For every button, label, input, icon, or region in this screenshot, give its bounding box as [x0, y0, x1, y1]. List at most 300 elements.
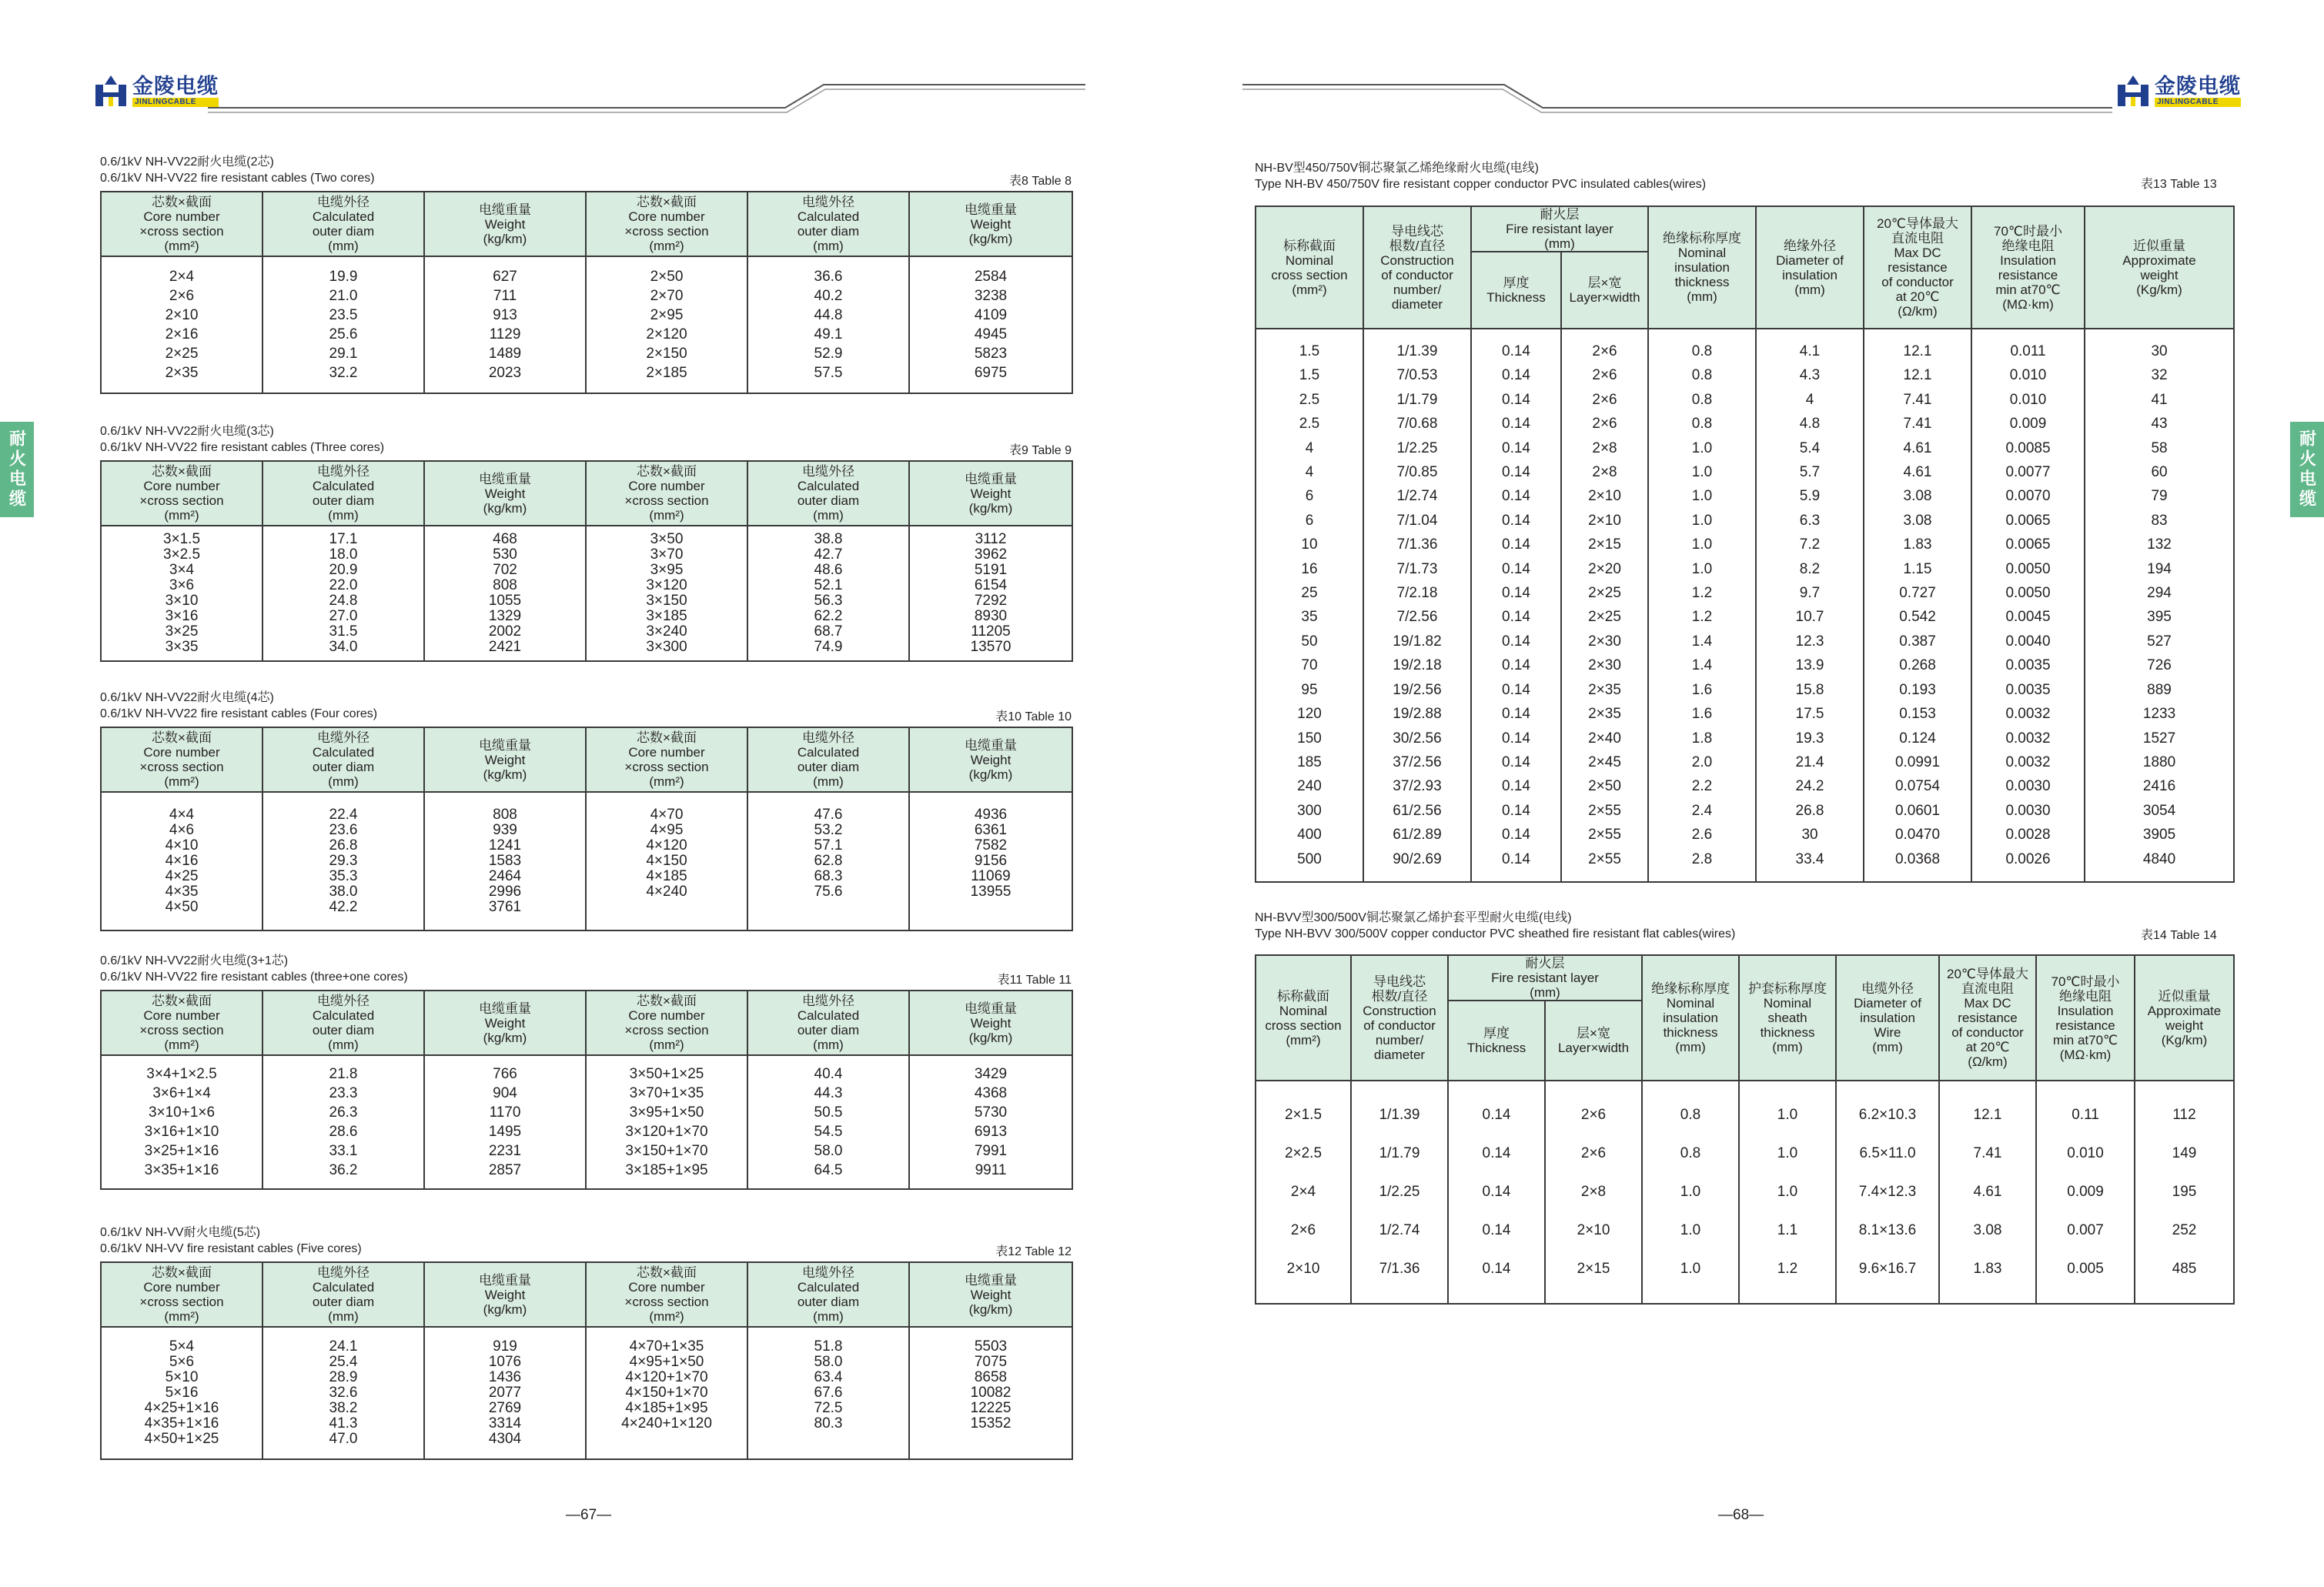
spacer-cell: [586, 915, 747, 930]
table-cell: 4.8: [1756, 412, 1864, 436]
table-cell: 24.8: [262, 593, 424, 609]
table-row: [1256, 1096, 2234, 1134]
table-cell: 6.3: [1756, 509, 1864, 533]
spacer-cell: [1939, 1288, 2036, 1304]
table-cell: 0.14: [1471, 484, 1561, 508]
table-cell: 47.6: [747, 807, 909, 823]
table-cell: 42.7: [747, 547, 909, 563]
table-cell: 5503: [909, 1339, 1072, 1355]
spacer-cell: [101, 1180, 262, 1189]
table-cell: 808: [424, 807, 586, 823]
table-cell: 808: [424, 578, 586, 593]
table13-header-construction: 导电线芯 根数/直径 Construction of conductor number/ diameter: [1363, 206, 1471, 329]
table-cell: 0.14: [1448, 1096, 1545, 1134]
table-cell: 19/2.88: [1363, 702, 1471, 726]
table-row: [101, 823, 1072, 838]
table-cell: 2.2: [1648, 774, 1756, 798]
table-cell: 35: [1256, 605, 1363, 629]
table-cell: 0.727: [1864, 581, 1971, 605]
table-cell: 0.14: [1471, 847, 1561, 871]
spacer-cell: [1971, 329, 2085, 339]
table-cell: 1495: [424, 1122, 586, 1141]
spacer-cell: [1448, 1288, 1545, 1304]
table-cell: 3905: [2085, 823, 2234, 847]
table-cell: 74.9: [747, 640, 909, 655]
table13-caption: [1255, 160, 1706, 192]
table-cell: 3×4+1×2.5: [101, 1064, 262, 1084]
table-cell: 913: [424, 306, 586, 325]
table-cell: 19/2.18: [1363, 653, 1471, 677]
spacer-cell: [424, 1327, 586, 1339]
table-cell: 6.5×11.0: [1836, 1134, 1939, 1173]
spacer-cell: [586, 383, 747, 393]
table-cell: 0.14: [1471, 799, 1561, 823]
table-cell: 1.5: [1256, 363, 1363, 387]
table-cell: 54.5: [747, 1122, 909, 1141]
table-cell: 0.14: [1471, 509, 1561, 533]
spacer-cell: [2085, 871, 2234, 882]
table-cell: 0.8: [1648, 339, 1756, 363]
table-cell: 2×8: [1545, 1173, 1642, 1211]
table-cell: 43: [2085, 412, 2234, 436]
table-cell: 90/2.69: [1363, 847, 1471, 871]
spacer-cell: [424, 383, 586, 393]
table14-number: 表14 Table 14: [2141, 929, 2217, 942]
table-cell: 3.08: [1939, 1211, 2036, 1250]
table-cell: 485: [2135, 1250, 2234, 1288]
table-row: [1256, 533, 2234, 556]
table-cell: 2×8: [1561, 460, 1648, 484]
table-cell: 2×55: [1561, 799, 1648, 823]
table-row: [101, 609, 1072, 624]
table-cell: 2×185: [586, 363, 747, 383]
table-cell: 4×150: [586, 854, 747, 869]
table-cell: 0.0030: [1971, 774, 2085, 798]
table-cell: 627: [424, 267, 586, 286]
table-row: [101, 1416, 1072, 1432]
table-row: [1256, 1173, 2234, 1211]
table-cell: 194: [2085, 557, 2234, 581]
table-row: [1256, 1134, 2234, 1173]
table12-title-cn: 0.6/1kV NH-VV耐火电缆(5芯): [100, 1226, 261, 1239]
spacer-cell: [747, 256, 909, 267]
table-cell: 7/0.53: [1363, 363, 1471, 387]
spacer-cell: [747, 1327, 909, 1339]
table-cell: 51.8: [747, 1339, 909, 1355]
spacer-cell: [586, 1447, 747, 1459]
table8-header-0: 芯数×截面 Core number ×cross section (mm²): [101, 192, 262, 256]
table-cell: 61/2.56: [1363, 799, 1471, 823]
table-cell: 4109: [909, 306, 1072, 325]
table-row: [1256, 799, 2234, 823]
table-cell: 9.7: [1756, 581, 1864, 605]
table-cell: 34.0: [262, 640, 424, 655]
table-cell: 468: [424, 532, 586, 547]
spacer-cell: [424, 1447, 586, 1459]
table-cell: 0.14: [1471, 750, 1561, 774]
table-cell: 2.5: [1256, 388, 1363, 412]
table-cell: 2×10: [1545, 1211, 1642, 1250]
table-row: [1256, 581, 2234, 605]
table-cell: 6154: [909, 578, 1072, 593]
table-cell: 1.83: [1939, 1250, 2036, 1288]
table13-header-thickness: 厚度 Thickness: [1471, 252, 1561, 329]
table-cell: 11069: [909, 869, 1072, 884]
table-cell: 5823: [909, 344, 1072, 363]
table-row: [1256, 484, 2234, 508]
table-cell: [586, 900, 747, 915]
table-cell: 70: [1256, 653, 1363, 677]
spacer-cell: [747, 792, 909, 807]
table-row: [101, 884, 1072, 900]
table13-header-layer-width: 层×宽 Layer×width: [1561, 252, 1648, 329]
table-cell: 4304: [424, 1432, 586, 1447]
table-cell: 2231: [424, 1141, 586, 1161]
table-cell: 31.5: [262, 624, 424, 640]
spacer-cell: [101, 256, 262, 267]
table-cell: 3×25: [101, 624, 262, 640]
spacer-cell: [909, 1327, 1072, 1339]
spacer-cell: [1351, 1288, 1448, 1304]
table-cell: 21.4: [1756, 750, 1864, 774]
table-cell: 21.8: [262, 1064, 424, 1084]
side-tab-left: [0, 422, 34, 517]
table-cell: 75.6: [747, 884, 909, 900]
table-cell: 4×4: [101, 807, 262, 823]
table-cell: 4×120+1×70: [586, 1370, 747, 1385]
table-cell: 0.0070: [1971, 484, 2085, 508]
table-cell: 0.14: [1471, 727, 1561, 750]
table-cell: 4×240+1×120: [586, 1416, 747, 1432]
table-cell: 0.542: [1864, 605, 1971, 629]
table-cell: 64.5: [747, 1161, 909, 1180]
table-cell: 24.1: [262, 1339, 424, 1355]
table-cell: 4: [1256, 436, 1363, 460]
table-cell: 3×35: [101, 640, 262, 655]
table-cell: 2×45: [1561, 750, 1648, 774]
table-cell: [909, 1432, 1072, 1447]
table-cell: 4945: [909, 325, 1072, 344]
brand-name-en: JINLINGCABLE: [132, 98, 219, 107]
table-row: [101, 854, 1072, 869]
table-cell: 300: [1256, 799, 1363, 823]
table-cell: 36.2: [262, 1161, 424, 1180]
spacer-cell: [1864, 871, 1971, 882]
table-row: [101, 838, 1072, 854]
table-row: [1256, 1250, 2234, 1288]
table-cell: 4936: [909, 807, 1072, 823]
table-cell: 8930: [909, 609, 1072, 624]
table-row: [101, 900, 1072, 915]
table-cell: 1.0: [1648, 533, 1756, 556]
table-cell: 13955: [909, 884, 1072, 900]
table-cell: 0.0077: [1971, 460, 2085, 484]
table-cell: 9156: [909, 854, 1072, 869]
table-cell: 7.41: [1864, 388, 1971, 412]
table-cell: 42.2: [262, 900, 424, 915]
spacer-cell: [1448, 1081, 1545, 1096]
table-cell: 6975: [909, 363, 1072, 383]
table-row: [1256, 653, 2234, 677]
table-cell: 4×95+1×50: [586, 1355, 747, 1370]
table8: [100, 191, 1073, 394]
table-cell: 2×40: [1561, 727, 1648, 750]
table-cell: 16: [1256, 557, 1363, 581]
table-cell: 3×185+1×95: [586, 1161, 747, 1180]
table-cell: 2.0: [1648, 750, 1756, 774]
table-row: [101, 1064, 1072, 1084]
spacer-cell: [909, 383, 1072, 393]
spacer-cell: [747, 915, 909, 930]
table-cell: 1/2.74: [1363, 484, 1471, 508]
table-cell: 0.0085: [1971, 436, 2085, 460]
table-cell: 2×30: [1561, 653, 1648, 677]
spacer-cell: [1648, 329, 1756, 339]
table-cell: 41: [2085, 388, 2234, 412]
table-row: [1256, 436, 2234, 460]
table-cell: 4×16: [101, 854, 262, 869]
table-cell: 6: [1256, 509, 1363, 533]
table-cell: 0.14: [1471, 436, 1561, 460]
table14-header-wire: 电缆外径 Diameter of insulation Wire (mm): [1836, 955, 1939, 1081]
table-cell: 19/1.82: [1363, 630, 1471, 653]
spacer-cell: [424, 1180, 586, 1189]
table-cell: 1.0: [1739, 1134, 1836, 1173]
table-cell: 4368: [909, 1084, 1072, 1103]
table-cell: 2×15: [1545, 1250, 1642, 1288]
table-row: [101, 1339, 1072, 1355]
table-row: [101, 1355, 1072, 1370]
table-cell: 0.14: [1471, 581, 1561, 605]
table-cell: 2×4: [101, 267, 262, 286]
table-row: [1256, 339, 2234, 363]
table-cell: 7075: [909, 1355, 1072, 1370]
brand-logo: [94, 74, 219, 108]
table-cell: 2×4: [1256, 1173, 1351, 1211]
table-row: [101, 578, 1072, 593]
table-cell: 49.1: [747, 325, 909, 344]
table-cell: 0.14: [1448, 1211, 1545, 1250]
table-cell: 711: [424, 286, 586, 306]
table11-header-4: 电缆外径 Calculated outer diam (mm): [747, 991, 909, 1055]
table-cell: 7/0.85: [1363, 460, 1471, 484]
spacer-cell: [262, 1055, 424, 1064]
table-cell: 0.0065: [1971, 509, 2085, 533]
table-cell: 1.0: [1642, 1173, 1739, 1211]
table-cell: 1/2.74: [1351, 1211, 1448, 1250]
table-cell: 500: [1256, 847, 1363, 871]
table-cell: 60: [2085, 460, 2234, 484]
table-cell: 26.8: [1756, 799, 1864, 823]
table-cell: 3×10+1×6: [101, 1103, 262, 1122]
table-cell: 149: [2135, 1134, 2234, 1173]
table-cell: 7/1.36: [1363, 533, 1471, 556]
spacer-cell: [262, 383, 424, 393]
table-cell: 0.0368: [1864, 847, 1971, 871]
table-cell: 3×120+1×70: [586, 1122, 747, 1141]
spacer-cell: [747, 1055, 909, 1064]
spacer-cell: [909, 1055, 1072, 1064]
table-cell: 0.268: [1864, 653, 1971, 677]
table-cell: 5×4: [101, 1339, 262, 1355]
table-cell: 38.8: [747, 532, 909, 547]
table-cell: 2857: [424, 1161, 586, 1180]
page-number-left: —67—: [566, 1507, 612, 1523]
brand-logo-icon: [2116, 74, 2150, 108]
table-row: [101, 325, 1072, 344]
table-cell: 2×6: [1561, 412, 1648, 436]
table-cell: 24.2: [1756, 774, 1864, 798]
table-cell: 40.4: [747, 1064, 909, 1084]
spacer-cell: [424, 655, 586, 661]
table-cell: 4×25+1×16: [101, 1401, 262, 1416]
table-cell: 3×300: [586, 640, 747, 655]
spacer-cell: [586, 655, 747, 661]
header-rule: [1242, 74, 2112, 120]
table-cell: 240: [1256, 774, 1363, 798]
table-cell: 0.193: [1864, 678, 1971, 702]
table8-title-cn: 0.6/1kV NH-VV22耐火电缆(2芯): [100, 155, 274, 169]
table-cell: 4×120: [586, 838, 747, 854]
spacer-cell: [1561, 871, 1648, 882]
table-cell: 3962: [909, 547, 1072, 563]
spacer-cell: [909, 1447, 1072, 1459]
table-row: [1256, 774, 2234, 798]
spacer-cell: [1363, 871, 1471, 882]
table-cell: 1.4: [1648, 653, 1756, 677]
table-cell: 4×70+1×35: [586, 1339, 747, 1355]
table-cell: 2.4: [1648, 799, 1756, 823]
table-cell: 0.010: [1971, 388, 2085, 412]
table-cell: 4×10: [101, 838, 262, 854]
table11-header-5: 电缆重量 Weight (kg/km): [909, 991, 1072, 1055]
table-cell: 6.2×10.3: [1836, 1096, 1939, 1134]
spacer-cell: [2135, 1081, 2234, 1096]
table-cell: 40.2: [747, 286, 909, 306]
table-cell: 21.0: [262, 286, 424, 306]
table-cell: 0.0032: [1971, 702, 2085, 726]
table-cell: 57.5: [747, 363, 909, 383]
table-cell: 0.8: [1642, 1134, 1739, 1173]
table-cell: 12.1: [1939, 1096, 2036, 1134]
table-cell: 1/2.25: [1363, 436, 1471, 460]
table-cell: 2×10: [1256, 1250, 1351, 1288]
table-cell: 904: [424, 1084, 586, 1103]
table-cell: 1329: [424, 609, 586, 624]
table-cell: 2.5: [1256, 412, 1363, 436]
side-tab-text: 耐火电缆: [7, 429, 27, 510]
table-cell: 7.2: [1756, 533, 1864, 556]
table-cell: 0.0470: [1864, 823, 1971, 847]
table-cell: 0.8: [1642, 1096, 1739, 1134]
table-row: [101, 869, 1072, 884]
table-cell: 0.8: [1648, 412, 1756, 436]
table-cell: 2×6: [1256, 1211, 1351, 1250]
table8-header-1: 电缆外径 Calculated outer diam (mm): [262, 192, 424, 256]
table-cell: 0.124: [1864, 727, 1971, 750]
table10-header-0: 芯数×截面 Core number ×cross section (mm²): [101, 727, 262, 792]
table-cell: 0.153: [1864, 702, 1971, 726]
table-cell: 2584: [909, 267, 1072, 286]
table-cell: 95: [1256, 678, 1363, 702]
table-cell: 25.4: [262, 1355, 424, 1370]
table11-header-3: 芯数×截面 Core number ×cross section (mm²): [586, 991, 747, 1055]
table-cell: 33.1: [262, 1141, 424, 1161]
spacer-cell: [1545, 1081, 1642, 1096]
spacer-cell: [424, 792, 586, 807]
table-cell: 1.0: [1648, 436, 1756, 460]
table-cell: 28.9: [262, 1370, 424, 1385]
table9-title-en: 0.6/1kV NH-VV22 fire resistant cables (Three cores): [100, 441, 385, 454]
spacer-cell: [101, 1055, 262, 1064]
table-cell: 2×55: [1561, 823, 1648, 847]
spacer-cell: [909, 915, 1072, 930]
table13-number: 表13 Table 13: [2141, 178, 2217, 191]
table-cell: 252: [2135, 1211, 2234, 1250]
table-cell: 8658: [909, 1370, 1072, 1385]
table-cell: 3×70+1×35: [586, 1084, 747, 1103]
table-cell: 3×6: [101, 578, 262, 593]
table-cell: 3×35+1×16: [101, 1161, 262, 1180]
spacer-cell: [1561, 329, 1648, 339]
table-cell: 58.0: [747, 1355, 909, 1370]
table-cell: 2×50: [1561, 774, 1648, 798]
table-cell: 2×10: [101, 306, 262, 325]
table-row: [101, 532, 1072, 547]
table-cell: 2077: [424, 1385, 586, 1401]
table-cell: 5×16: [101, 1385, 262, 1401]
table-cell: 0.0601: [1864, 799, 1971, 823]
table-row: [101, 344, 1072, 363]
table-row: [1256, 412, 2234, 436]
table-cell: 4.61: [1864, 460, 1971, 484]
table-cell: 3×50+1×25: [586, 1064, 747, 1084]
table14-title-en: Type NH-BVV 300/500V copper conductor PVC sheathed fire resistant flat cables(wires): [1255, 927, 1736, 941]
table14-header-construction: 导电线芯 根数/直径 Construction of conductor number/ diameter: [1351, 955, 1448, 1081]
table-cell: 3×2.5: [101, 547, 262, 563]
table-row: [101, 267, 1072, 286]
table-row: [101, 363, 1072, 383]
table-cell: 38.0: [262, 884, 424, 900]
table-cell: 1.4: [1648, 630, 1756, 653]
table-cell: 0.14: [1471, 412, 1561, 436]
table-cell: 1.1: [1739, 1211, 1836, 1250]
table-cell: 3×50: [586, 532, 747, 547]
table-cell: 13570: [909, 640, 1072, 655]
table-cell: 0.11: [2036, 1096, 2135, 1134]
table13-header-fire-layer: 耐火层 Fire resistant layer (mm): [1471, 206, 1648, 252]
table-cell: 83: [2085, 509, 2234, 533]
table-cell: 50: [1256, 630, 1363, 653]
spacer-cell: [586, 256, 747, 267]
table-cell: 2×25: [101, 344, 262, 363]
spacer-cell: [1756, 871, 1864, 882]
table-cell: 4×185+1×95: [586, 1401, 747, 1416]
table-cell: 527: [2085, 630, 2234, 653]
table-cell: 10.7: [1756, 605, 1864, 629]
table-cell: 57.1: [747, 838, 909, 854]
table-cell: 19.3: [1756, 727, 1864, 750]
brand-logo: [2116, 74, 2241, 108]
table-cell: 4.61: [1939, 1173, 2036, 1211]
table-cell: 3×25+1×16: [101, 1141, 262, 1161]
table-cell: 2×30: [1561, 630, 1648, 653]
table12-number: 表12 Table 12: [995, 1245, 1072, 1258]
table-cell: 7991: [909, 1141, 1072, 1161]
table-cell: 0.14: [1471, 339, 1561, 363]
table-cell: 2416: [2085, 774, 2234, 798]
table-cell: 1.2: [1648, 581, 1756, 605]
